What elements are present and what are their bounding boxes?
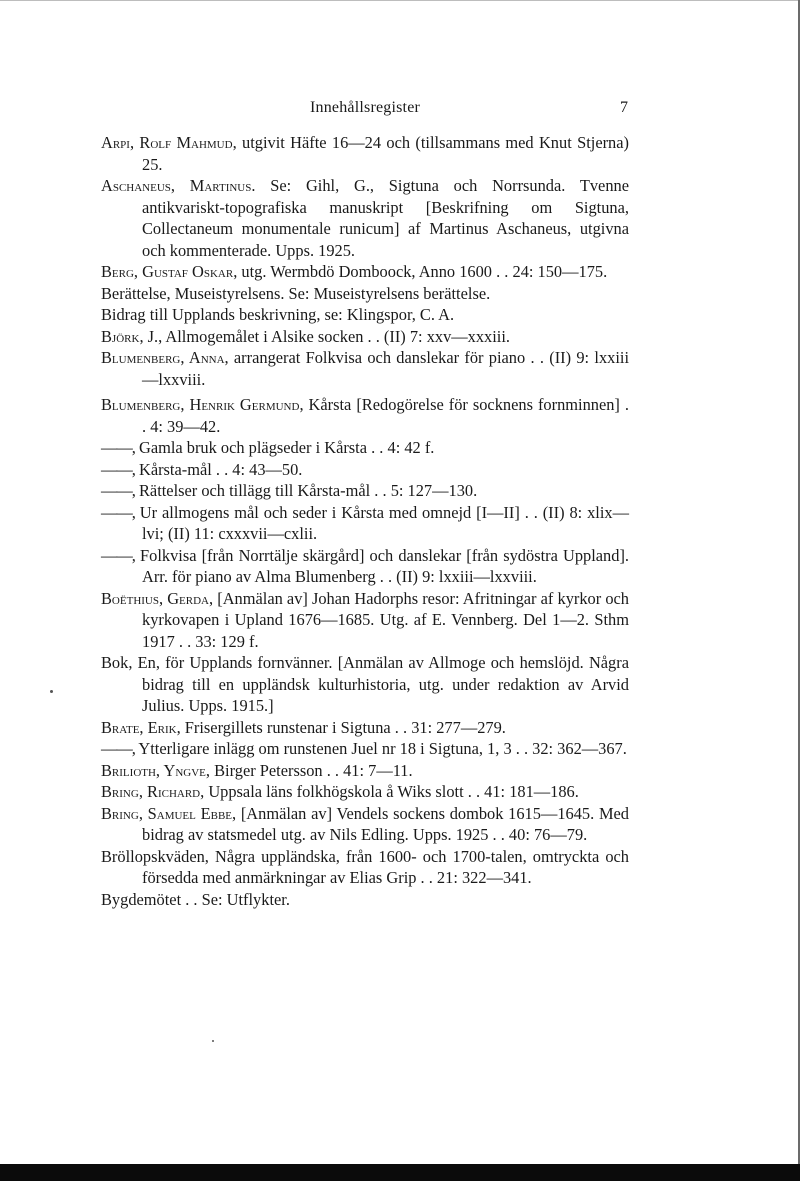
entry-ditto-dash: ——,: [101, 481, 135, 500]
entry-ditto-dash: ——,: [101, 438, 135, 457]
entry-text: [Anmälan av] Johan Hadorphs resor: Afritningar af kyrkor och kyrkovapen i Upland 1676—1685. Utg. af E. Vennberg. Del 1—2. Sthm 1917 . . 33: 129 f.: [142, 588, 630, 651]
entry-text: Uppsala läns folkhögskola å Wiks slott . . 41: 181—186.: [204, 782, 579, 801]
entry-text: Bidrag till Upplands beskrivning, se: Klingspor, C. A.: [101, 305, 455, 324]
entry-heading: Arpi, Rolf Mahmud,: [101, 133, 237, 152]
entry-heading: Brilioth, Yngve,: [101, 760, 210, 780]
index-entry: [101, 283, 629, 305]
entry-text: Ytterligare inlägg om runstenen Juel nr 18 i Sigtuna, 1, 3 . . 32: 362—367.: [134, 739, 627, 758]
entry-text: Bröllopskväden, Några uppländska, från 1600- och 1700-talen, omtryckta och försedda med anmärkningar av Elias Grip . . 21: 322—341.: [101, 846, 629, 887]
entry-text: Ur allmogens mål och seder i Kårsta med omnejd [I—II] . . (II) 8: xlix—lvi; (II) 11: cxxxvii—cxlii.: [134, 502, 629, 543]
index-entry: [101, 132, 629, 175]
entry-heading: Bring, Richard,: [101, 782, 205, 801]
index-entry: [101, 545, 629, 588]
entry-text: Kårsta [Redogörelse för socknens fornminnen] . . 4: 39—42.: [142, 395, 629, 436]
page-number: 7: [620, 99, 628, 116]
scan-bottom-border: [0, 1164, 800, 1181]
entry-ditto-dash: ——,: [101, 545, 135, 565]
index-entry: [101, 652, 629, 717]
entry-heading: Blumenberg, Anna,: [101, 348, 229, 367]
index-entry: [101, 846, 629, 889]
entry-ditto-dash: ——,: [101, 502, 135, 522]
index-entry: [101, 326, 629, 348]
index-entry: [101, 175, 629, 261]
entry-text: utgivit Häfte 16—24 och (tillsammans med Knut Stjerna) 25.: [142, 133, 629, 174]
entry-text: Gamla bruk och plägseder i Kårsta . . 4: 42 f.: [134, 438, 435, 457]
entry-text: Bygdemötet . . Se: Utflykter.: [101, 889, 290, 909]
entry-heading: Blumenberg, Henrik Germund,: [101, 395, 304, 414]
scan-top-edge: [0, 0, 800, 1]
page-title: Innehållsregister: [310, 99, 421, 116]
index-entry: [101, 480, 629, 502]
entry-text: Rättelser och tillägg till Kårsta-mål . . 5: 127—130.: [134, 481, 478, 500]
entry-text: Frisergillets runstenar i Sigtuna . . 31: 277—279.: [180, 717, 506, 737]
index-entry: [101, 889, 629, 911]
index-entry: [101, 738, 629, 760]
entry-heading: Bring, Samuel Ebbe,: [101, 803, 237, 823]
entry-text: Berättelse, Museistyrelsens. Se: Museistyrelsens berättelse.: [101, 283, 491, 303]
entry-text: arrangerat Folkvisa och danslekar för piano . . (II) 9: lxxiii—lxxviii.: [142, 348, 629, 389]
index-entry: [101, 781, 629, 803]
index-entry: [101, 347, 629, 390]
scan-speck: [212, 1040, 214, 1042]
index-entry: [101, 304, 629, 326]
entry-ditto-dash: ——,: [101, 739, 135, 758]
index-entry: [101, 394, 629, 437]
index-entry: [101, 261, 629, 283]
entry-heading: Björk, J.,: [101, 326, 163, 346]
scan-speck: [50, 690, 53, 693]
index-entry: [101, 502, 629, 545]
entry-text: Bok, En, för Upplands fornvänner. [Anmälan av Allmoge och hemslöjd. Några bidrag till en uppländsk kulturhistoria, utg. under redaktion av Arvid Julius. Upps. 1915.]: [101, 653, 629, 715]
entry-text: Folkvisa [från Norrtälje skärgård] och danslekar [från sydöstra Uppland]. Arr. för piano av Alma Blumenberg . . (II) 9: lxxiii—lxxviii.: [134, 545, 629, 586]
index-entry: [101, 760, 629, 782]
index-entry: [101, 437, 629, 459]
entry-ditto-dash: ——,: [101, 459, 135, 479]
entry-heading: Boëthius, Gerda,: [101, 588, 214, 608]
index-entry: [101, 803, 629, 846]
entry-text: [Anmälan av] Vendels sockens dombok 1615—1645. Med bidrag av statsmedel utg. av Nils Edling. Upps. 1925 . . 40: 76—79.: [142, 803, 629, 844]
index-entries: [101, 132, 629, 910]
entry-text: Allmogemålet i Alsike socken . . (II) 7: xxv—xxxiii.: [162, 326, 511, 346]
entry-text: Birger Petersson . . 41: 7—11.: [210, 760, 413, 780]
entry-heading: Aschaneus, Martinus.: [101, 176, 256, 195]
page-header: [0, 99, 800, 121]
index-entry: [101, 717, 629, 739]
entry-text: Kårsta-mål . . 4: 43—50.: [134, 459, 303, 479]
entry-heading: Berg, Gustaf Oskar,: [101, 262, 238, 281]
entry-text: Se: Gihl, G., Sigtuna och Norrsunda. Tvenne antikvariskt-topografiska manuskript [Beskrifning om Sigtuna, Collectaneum monumentale runicum] af Martinus Aschaneus, utgivna och kommenterade. Upps. 1925.: [142, 176, 629, 260]
index-entry: [101, 588, 629, 653]
index-entry: [101, 459, 629, 481]
entry-text: utg. Wermbdö Domboock, Anno 1600 . . 24: 150—175.: [237, 262, 608, 281]
entry-heading: Brate, Erik,: [101, 717, 181, 737]
